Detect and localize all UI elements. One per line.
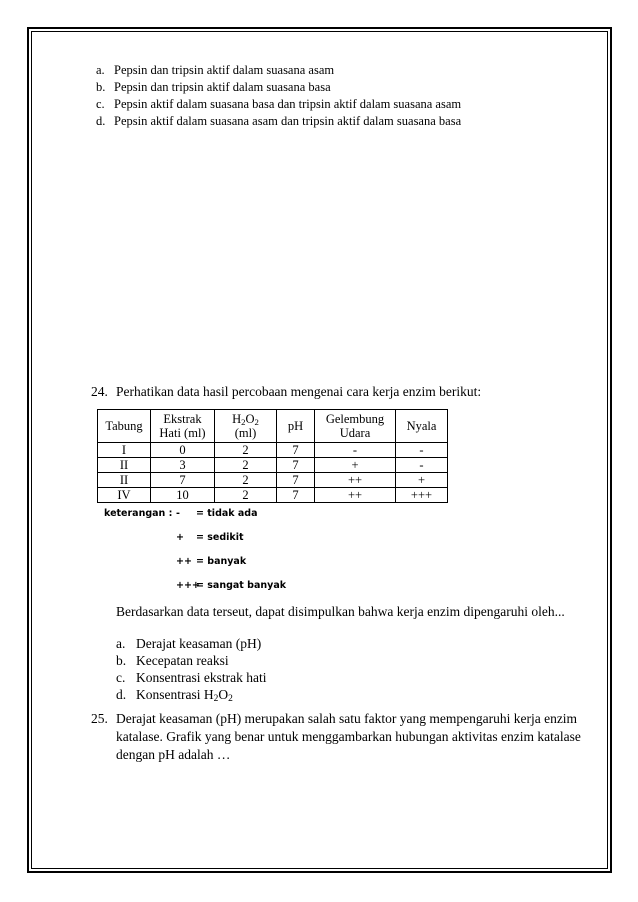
option-letter: a. xyxy=(96,63,105,77)
cell-gelembung: ++ xyxy=(315,473,396,488)
q23-option-a xyxy=(96,62,461,79)
option-letter: b. xyxy=(116,653,127,668)
legend-symbol: + xyxy=(176,532,184,543)
q23-option-d xyxy=(96,113,461,130)
question-line: dengan pH adalah … xyxy=(116,747,231,762)
cell-nyala: - xyxy=(396,458,448,473)
cell-tabung: IV xyxy=(98,488,151,503)
question-text xyxy=(116,710,581,764)
question-number: 25. xyxy=(91,711,108,726)
option-text: Derajat keasaman (pH) xyxy=(136,636,262,651)
cell-ekstrak: 0 xyxy=(151,443,215,458)
option-text: Konsentrasi $H_2O_2$ xyxy=(136,687,233,704)
q24-prompt xyxy=(91,383,481,401)
option-text: Pepsin aktif dalam suasana asam dan tripsin aktif dalam suasana basa xyxy=(114,114,462,128)
cell-tabung: II xyxy=(98,473,151,488)
legend-meaning: = banyak xyxy=(196,556,247,567)
legend-item xyxy=(176,508,258,519)
q23-option-c xyxy=(96,96,461,113)
legend-meaning: = sedikit xyxy=(196,532,244,543)
table-row xyxy=(98,443,448,458)
cell-tabung: I xyxy=(98,443,151,458)
question-number: 24. xyxy=(91,384,108,399)
cell-ph: 7 xyxy=(277,473,315,488)
legend-meaning: = tidak ada xyxy=(196,508,258,519)
q24-option-d xyxy=(116,686,266,703)
q24-option-c xyxy=(116,669,266,686)
legend-label: keterangan : xyxy=(104,508,173,519)
header-ekstrak-hati: Ekstrak Hati (ml) xyxy=(151,410,215,443)
table-row xyxy=(98,473,448,488)
table-row xyxy=(98,458,448,473)
cell-tabung: II xyxy=(98,458,151,473)
table-header-row xyxy=(98,410,448,443)
q24-option-a xyxy=(116,635,266,652)
option-letter: c. xyxy=(96,97,105,111)
header-tabung: Tabung xyxy=(98,410,151,443)
experiment-table xyxy=(97,409,448,503)
header-nyala: Nyala xyxy=(396,410,448,443)
legend-symbol: +++ xyxy=(176,580,200,591)
table-row xyxy=(98,488,448,503)
header-gelembung-udara: Gelembung Udara xyxy=(315,410,396,443)
option-text: Kecepatan reaksi xyxy=(136,653,229,668)
header-h2o2: $H_2O_2$ (ml) xyxy=(215,410,277,443)
option-text: Konsentrasi ekstrak hati xyxy=(136,670,267,685)
cell-nyala: + xyxy=(396,473,448,488)
option-letter: a. xyxy=(116,636,126,651)
legend-meaning: = sangat banyak xyxy=(196,580,287,591)
cell-nyala: - xyxy=(396,443,448,458)
option-text: Pepsin dan tripsin aktif dalam suasana asam xyxy=(114,63,335,77)
option-text: Pepsin aktif dalam suasana basa dan tripsin aktif dalam suasana asam xyxy=(114,97,462,111)
question-line: Derajat keasaman (pH) merupakan salah satu faktor yang mempengaruhi kerja enzim xyxy=(116,711,578,726)
q24-option-b xyxy=(116,652,266,669)
cell-nyala: +++ xyxy=(396,488,448,503)
q25-prompt xyxy=(91,710,581,764)
legend-item xyxy=(176,532,244,543)
header-ph: pH xyxy=(277,410,315,443)
cell-ekstrak: 10 xyxy=(151,488,215,503)
cell-h2o2: 2 xyxy=(215,443,277,458)
option-text: Pepsin dan tripsin aktif dalam suasana basa xyxy=(114,80,331,94)
legend-symbol: ++ xyxy=(176,556,192,567)
option-letter: d. xyxy=(116,687,127,702)
legend-item xyxy=(176,580,286,591)
cell-gelembung: - xyxy=(315,443,396,458)
cell-ph: 7 xyxy=(277,488,315,503)
cell-ph: 7 xyxy=(277,458,315,473)
q24-conclusion: Berdasarkan data terseut, dapat disimpulkan bahwa kerja enzim dipengaruhi oleh... xyxy=(116,604,565,619)
option-letter: d. xyxy=(96,114,106,128)
question-line: katalase. Grafik yang benar untuk menggambarkan hubungan aktivitas enzim katalase xyxy=(116,729,581,744)
legend-symbol: - xyxy=(176,508,180,519)
legend-item xyxy=(176,556,246,567)
cell-gelembung: ++ xyxy=(315,488,396,503)
option-letter: c. xyxy=(116,670,126,685)
cell-gelembung: + xyxy=(315,458,396,473)
cell-h2o2: 2 xyxy=(215,488,277,503)
q23-options xyxy=(96,62,461,130)
cell-ekstrak: 3 xyxy=(151,458,215,473)
cell-h2o2: 2 xyxy=(215,473,277,488)
cell-h2o2: 2 xyxy=(215,458,277,473)
q24-options xyxy=(116,635,266,703)
option-letter: b. xyxy=(96,80,106,94)
q23-option-b xyxy=(96,79,461,96)
cell-ekstrak: 7 xyxy=(151,473,215,488)
question-text: Perhatikan data hasil percobaan mengenai cara kerja enzim berikut: xyxy=(116,384,482,399)
cell-ph: 7 xyxy=(277,443,315,458)
